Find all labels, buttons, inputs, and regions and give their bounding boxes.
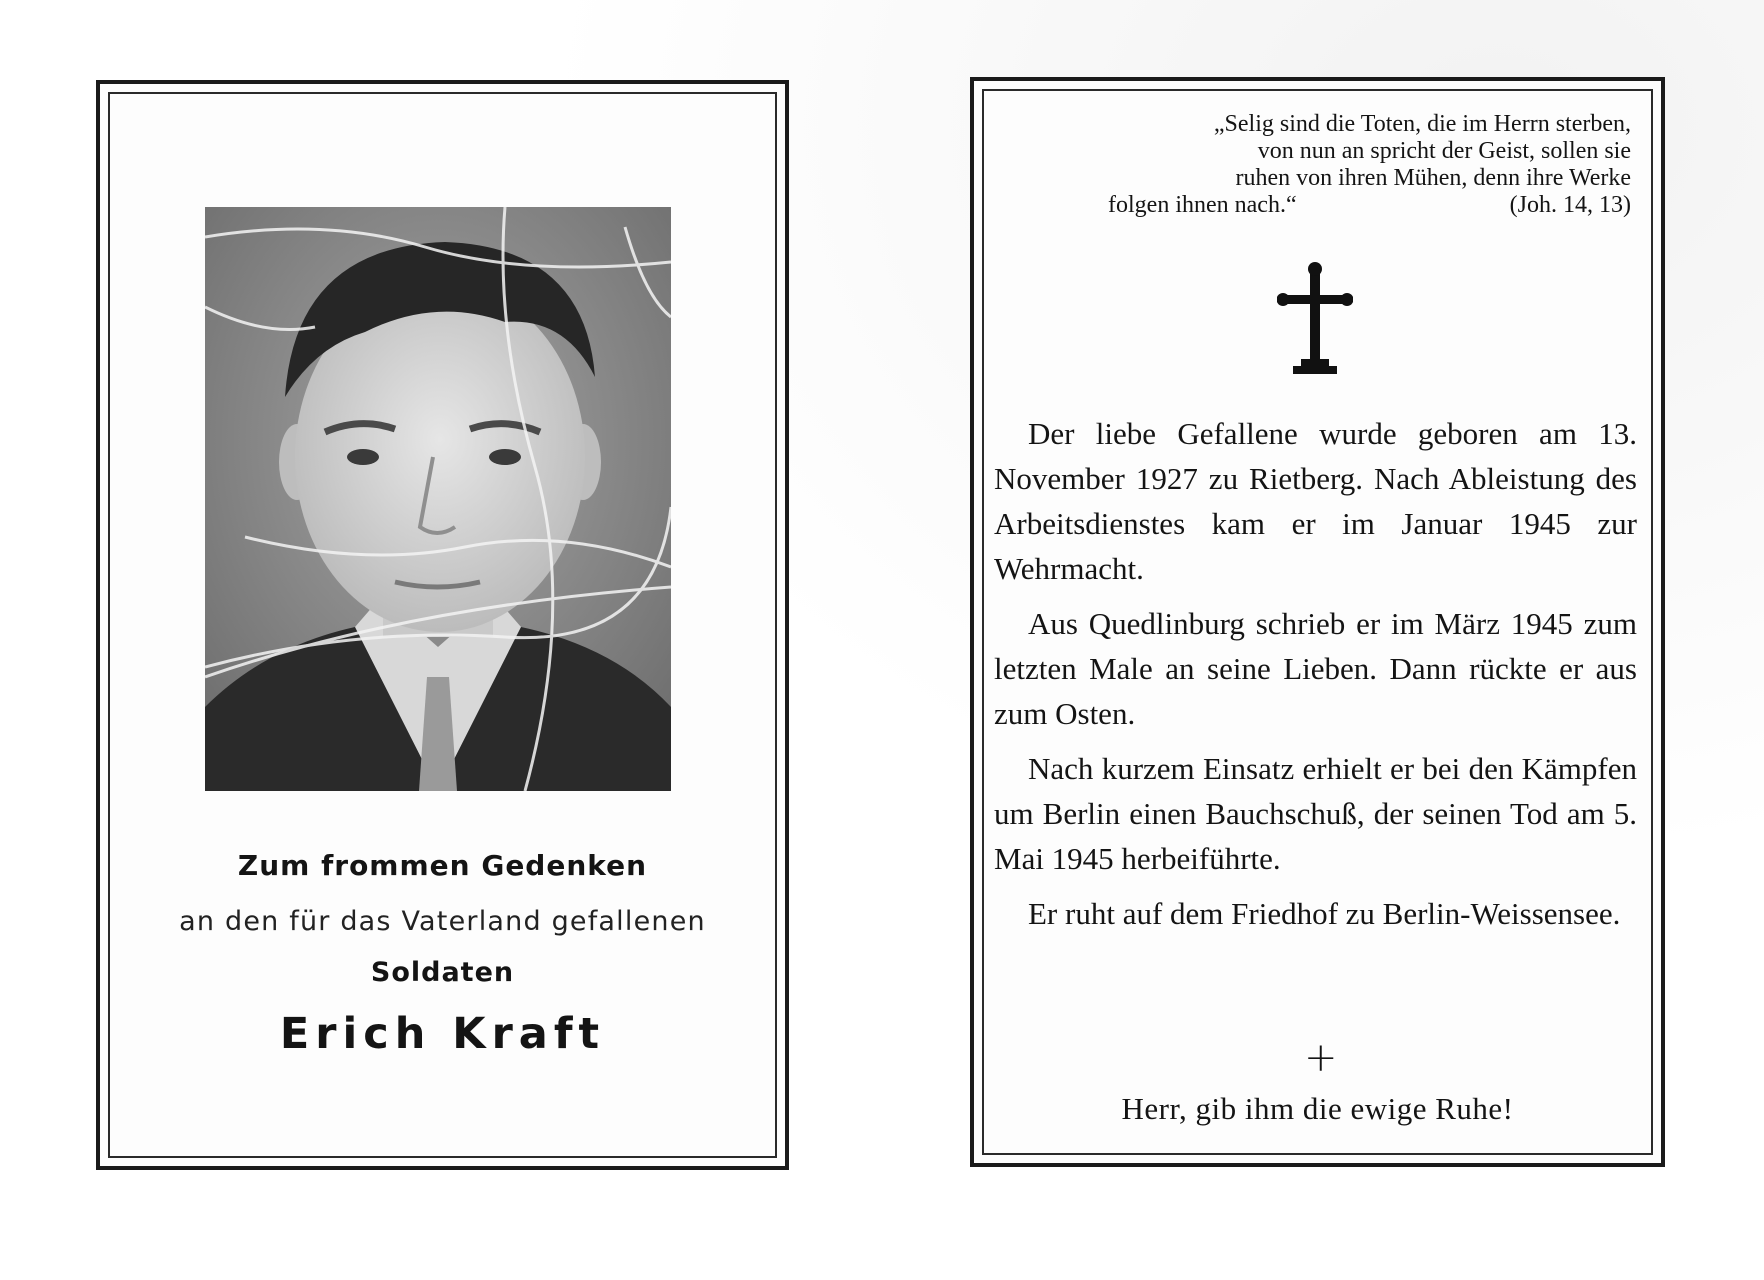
memorial-heading: Zum frommen Gedenken: [237, 849, 648, 882]
ornate-cross-icon: [1277, 262, 1353, 387]
bio-paragraph: Aus Quedlinburg schrieb er im März 1945 zum letzten Male an seine Lieben. Dann rückte er aus zum Osten.: [994, 606, 1637, 731]
quote-line: „Selig sind die Toten, die im Herrn sterben,: [1213, 111, 1631, 137]
rank-label: Soldaten: [370, 957, 515, 988]
quote-line: ruhen von ihren Mühen, denn ihre Werke: [1235, 165, 1631, 191]
quote-line: folgen ihnen nach.“: [1108, 192, 1297, 218]
quote-line: von nun an spricht der Geist, sollen sie: [1257, 138, 1631, 164]
memorial-subheading: an den für das Vaterland gefallenen: [179, 906, 706, 937]
deceased-name: Erich Kraft: [279, 1009, 606, 1059]
bio-paragraph: Nach kurzem Einsatz erhielt er bei den Kämpfen um Berlin einen Bauchschuß, der seinen Tod am 5. Mai 1945 herbeiführte.: [994, 751, 1637, 876]
left-card: [96, 80, 789, 1170]
bio-paragraph: Er ruht auf dem Friedhof zu Berlin-Weissensee.: [1028, 896, 1621, 931]
portrait-photo: [205, 207, 671, 791]
right-card: [970, 77, 1665, 1167]
small-cross-icon: +: [1304, 1035, 1338, 1081]
closing-prayer: Herr, gib ihm die ewige Ruhe!: [1121, 1091, 1514, 1126]
bible-quote: [1051, 111, 1631, 219]
bio-paragraph: Der liebe Gefallene wurde geboren am 13. November 1927 zu Rietberg. Nach Ableistung des Arbeitsdienstes kam er im Januar 1945 zur Wehrmacht.: [994, 416, 1637, 586]
quote-reference: (Joh. 14, 13): [1509, 192, 1631, 218]
biography: [994, 411, 1637, 946]
